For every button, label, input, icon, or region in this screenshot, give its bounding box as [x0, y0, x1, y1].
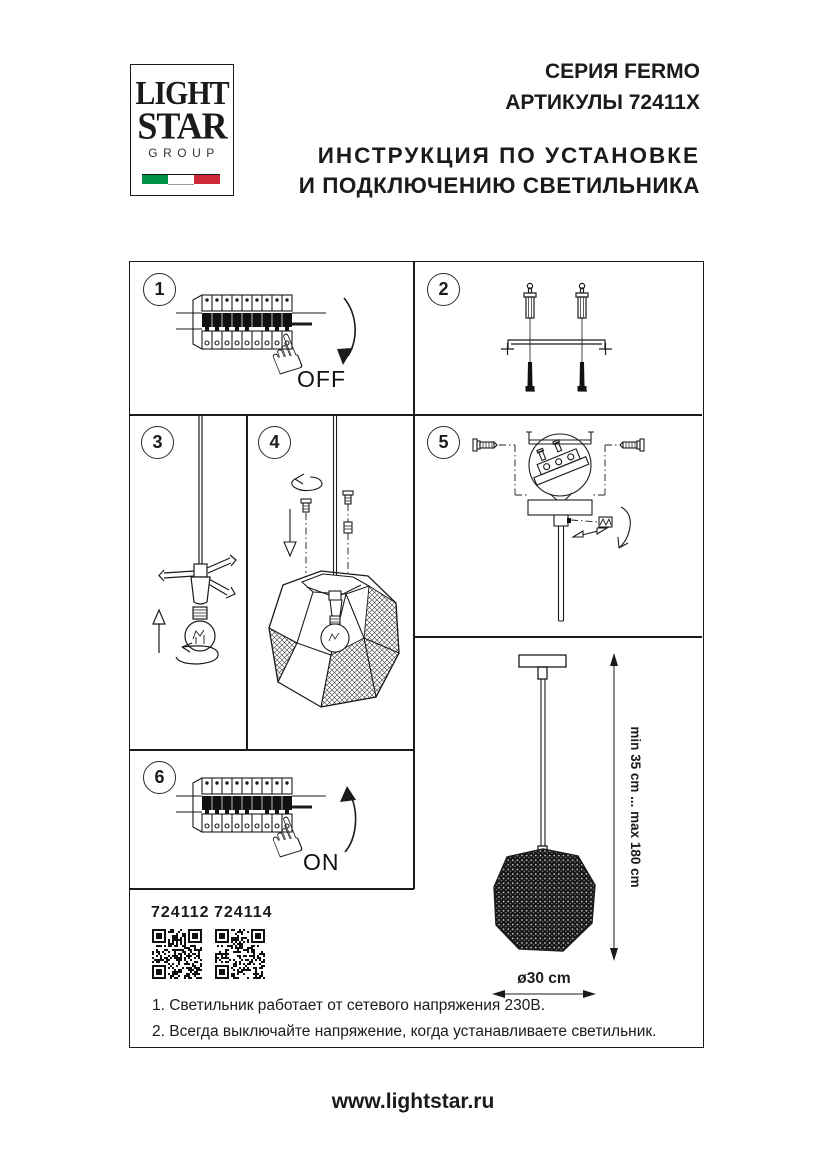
article-code-724112: 724112 [151, 904, 210, 921]
step-number: 3 [152, 432, 163, 452]
shade-assembly-illustration [247, 415, 413, 749]
brand-logo [130, 64, 234, 196]
step-number: 5 [438, 432, 449, 452]
instructions-grid [129, 261, 704, 1048]
assembled-lamp-cell [415, 638, 702, 1046]
pointing-hand-icon: ☝ [259, 805, 312, 873]
panel-step-4 [247, 415, 413, 749]
step-number-badge [141, 426, 174, 459]
logo-star-text: STAR [137, 105, 227, 147]
assembled-lamp-diagram [415, 638, 702, 1046]
off-label: OFF [297, 366, 346, 392]
step-number-badge [143, 273, 176, 306]
step-number-badge [427, 273, 460, 306]
safety-notes [152, 993, 697, 1045]
article-code-724114: 724114 [214, 904, 273, 921]
step-number: 6 [154, 767, 165, 787]
panel-step-3 [130, 415, 246, 749]
panel-step-5 [415, 415, 702, 636]
divider-panel6-bottom [130, 888, 414, 890]
step-number-badge [258, 426, 291, 459]
step-number: 2 [438, 279, 449, 299]
instruction-title-line1: ИНСТРУКЦИЯ ПО УСТАНОВКЕ [317, 143, 700, 168]
step-number-badge [143, 761, 176, 794]
qr-code-724114 [215, 929, 265, 979]
panel-step-6 [130, 750, 413, 888]
italian-flag-icon [142, 174, 220, 184]
logo-light-text: LIGHT [135, 74, 229, 112]
pointing-hand-icon: ☝ [259, 322, 312, 390]
footer-website: www.lightstar.ru [331, 1090, 495, 1113]
logo-group-text: GROUP [148, 146, 220, 160]
step-number: 4 [269, 432, 280, 452]
panel-step-1 [130, 262, 413, 414]
header-articles-title: АРТИКУЛЫ 72411X [505, 91, 700, 114]
height-dimension-label: min 35 cm ... max 180 cm [628, 726, 643, 888]
step-number: 1 [154, 279, 165, 299]
panel-step-2 [415, 262, 702, 414]
on-label: ON [303, 849, 340, 875]
qr-code-724112 [152, 929, 202, 979]
header-series-title: СЕРИЯ FERMO [544, 60, 700, 83]
instruction-title-line2: И ПОДКЛЮЧЕНИЮ СВЕТИЛЬНИКА [298, 173, 700, 198]
diameter-dimension-label: ø30 cm [517, 970, 571, 987]
rod-socket-and-bulb-illustration [130, 415, 246, 749]
notes-line-2: 2. Всегда выключайте напряжение, когда устанавливаете светильник. [152, 1023, 657, 1040]
notes-line-1: 1. Светильник работает от сетевого напряжения 230В. [152, 997, 546, 1014]
step-number-badge [427, 426, 460, 459]
